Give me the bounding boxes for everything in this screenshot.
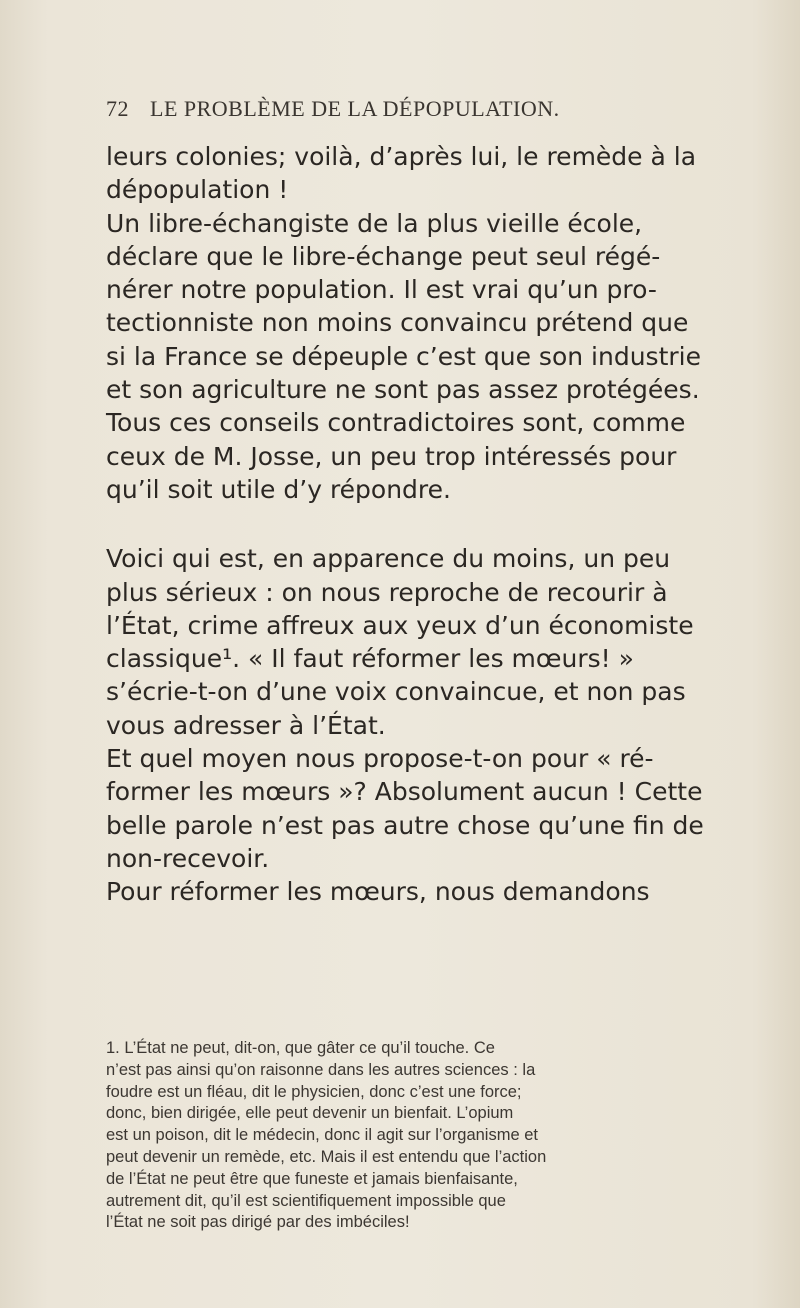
footnote	[106, 1038, 746, 1234]
text-line: belle parole n’est pas autre chose qu’une fin de	[106, 810, 704, 840]
page-number: 72	[106, 96, 129, 121]
footnote-line: foudre est un fléau, dit le physicien, donc c’est une force;	[106, 1082, 522, 1101]
paragraph-gap	[106, 506, 746, 542]
text-line: déclare que le libre-échange peut seul régé-	[106, 241, 661, 271]
text-line: si la France se dépeuple c’est que son industrie	[106, 341, 701, 371]
text-line: Tous ces conseils contradictoires sont, comme	[106, 408, 686, 438]
footnote-line: n’est pas ainsi qu’on raisonne dans les autres sciences : la	[106, 1060, 536, 1079]
main-text	[106, 140, 746, 909]
page-header	[106, 96, 706, 130]
text-line: nérer notre population. Il est vrai qu’un pro-	[106, 275, 657, 305]
footnote-line: l’État ne soit pas dirigé par des imbéciles!	[106, 1213, 410, 1232]
footnote-line: peut devenir un remède, etc. Mais il est entendu que l’action	[106, 1147, 547, 1166]
text-line: classique¹. « Il faut réformer les mœurs! »	[106, 644, 634, 674]
text-line: Et quel moyen nous propose-t-on pour « ré-	[106, 744, 654, 774]
text-line: former les mœurs »? Absolument aucun ! Cette	[106, 777, 703, 807]
text-line: Voici qui est, en apparence du moins, un peu	[106, 544, 671, 574]
footnote-line: est un poison, dit le médecin, donc il agit sur l’organisme et	[106, 1126, 538, 1145]
running-head: LE PROBLÈME DE LA DÉPOPULATION.	[150, 96, 560, 121]
text-line: tectionniste non moins convaincu prétend que	[106, 308, 689, 338]
text-line: dépopulation !	[106, 175, 289, 205]
text-line: vous adresser à l’État.	[106, 710, 386, 740]
text-line: s’écrie-t-on d’une voix convaincue, et non pas	[106, 677, 686, 707]
footnote-line: donc, bien dirigée, elle peut devenir un bienfait. L’opium	[106, 1104, 514, 1123]
footnote-line: autrement dit, qu’il est scientifiquement impossible que	[106, 1191, 506, 1210]
text-line: l’État, crime affreux aux yeux d’un économiste	[106, 610, 694, 640]
text-line: Pour réformer les mœurs, nous demandons	[106, 877, 650, 907]
text-line: leurs colonies; voilà, d’après lui, le remède à la	[106, 142, 697, 171]
text-line: et son agriculture ne sont pas assez protégées.	[106, 375, 700, 405]
footnote-line: de l’État ne peut être que funeste et jamais bienfaisante,	[106, 1169, 518, 1188]
text-line: qu’il soit utile d’y répondre.	[106, 474, 451, 504]
footnote-line: 1. L’État ne peut, dit-on, que gâter ce qu’il touche. Ce	[106, 1039, 495, 1057]
text-line: plus sérieux : on nous reproche de recourir à	[106, 577, 668, 607]
text-line: Un libre-échangiste de la plus vieille école,	[106, 208, 643, 238]
text-line: non-recevoir.	[106, 843, 270, 873]
text-line: ceux de M. Josse, un peu trop intéressés pour	[106, 441, 677, 471]
